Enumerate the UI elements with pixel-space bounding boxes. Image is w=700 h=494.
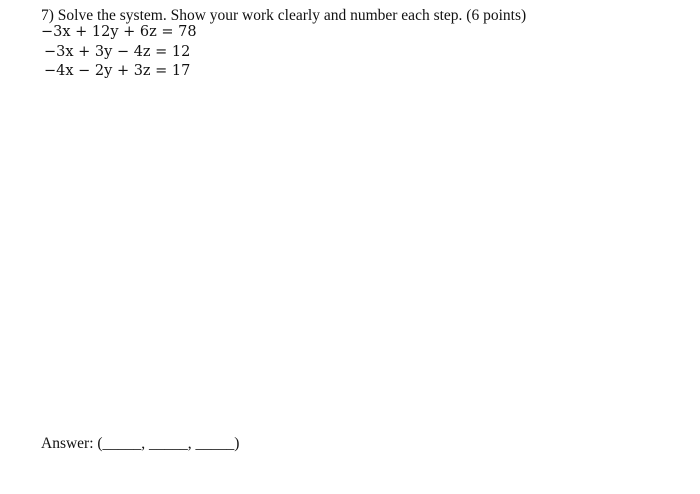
equation-1: −3x + 12y + 6z = 78	[41, 24, 197, 40]
answer-line: Answer: (_____, _____, _____)	[41, 435, 240, 452]
equation-2: −3x + 3y − 4z = 12	[44, 43, 191, 60]
equation-system	[41, 23, 197, 82]
equation-3: −4x − 2y + 3z = 17	[44, 63, 191, 79]
problem-heading: 7) Solve the system. Show your work clearly and number each step. (6 points)	[41, 7, 527, 24]
